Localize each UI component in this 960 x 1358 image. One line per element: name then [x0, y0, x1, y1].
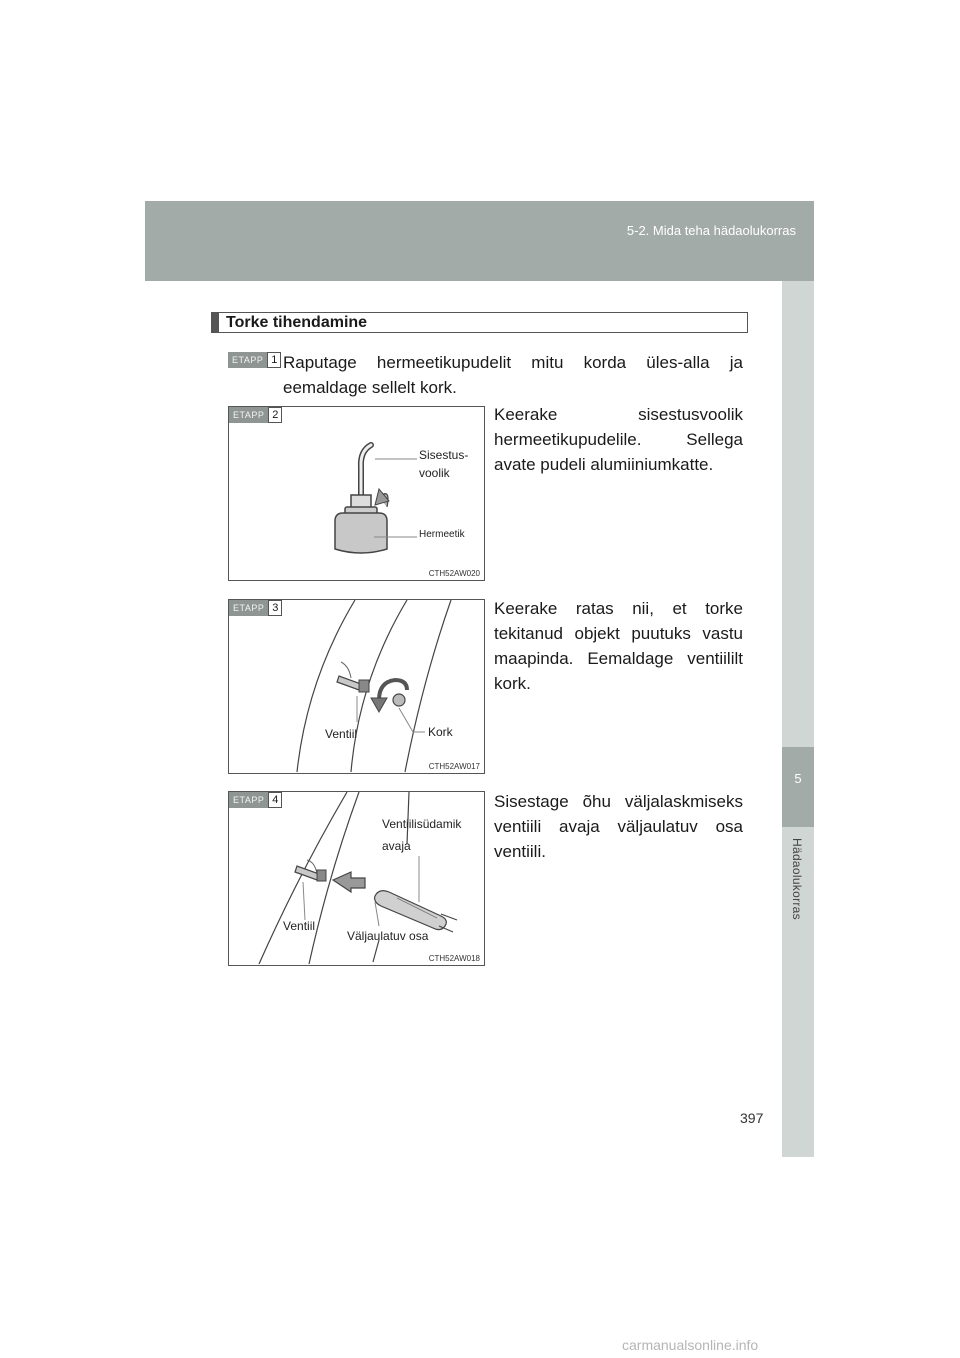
step-4-text: Sisestage õhu väljalaskmiseks ventiili avaja väljaulatuv osa ventiili.: [494, 792, 743, 861]
step-number: 4: [268, 792, 282, 808]
step-2-badge: [229, 407, 282, 423]
label-insert-hose-2: voolik: [419, 466, 450, 480]
step-4-figure: [228, 791, 485, 966]
step-tag: ETAPP: [228, 352, 267, 368]
chapter-number-band: [782, 747, 814, 827]
step-tag: ETAPP: [229, 407, 268, 423]
step-3-text: Keerake ratas nii, et torke tekitanud objekt puutuks vastu maapinda. Eemaldage ventiililt kork.: [494, 599, 743, 693]
step-tag: ETAPP: [229, 792, 268, 808]
chapter-number: 5: [794, 771, 802, 786]
step-3-badge: [229, 600, 282, 616]
figure-code: CTH52AW018: [428, 954, 480, 963]
label-valve-core-tool-2: avaja: [382, 839, 411, 853]
step-tag: ETAPP: [229, 600, 268, 616]
step-1-text: Raputage hermeetikupudelit mitu korda üles-alla ja eemaldage sellelt kork.: [283, 353, 743, 397]
chapter-title: Hädaolukorras: [790, 838, 804, 920]
label-cap: Kork: [428, 725, 453, 739]
figure-code: CTH52AW017: [428, 762, 480, 771]
label-valve-core-tool-1: Ventiilisüdamik: [382, 817, 462, 831]
watermark: carmanualsonline.info: [622, 1337, 759, 1353]
step-2-text: Keerake sisestusvoolik hermeetikupudelile. Sellega avate pudeli alumiiniumkatte.: [494, 405, 743, 474]
header-section-title: 5-2. Mida teha hädaolukorras: [626, 223, 796, 238]
step-number: 1: [267, 352, 281, 368]
page-number: 397: [740, 1110, 764, 1126]
label-protruding-part: Väljaulatuv osa: [347, 929, 429, 943]
side-tab: [782, 281, 814, 1157]
tire-valve-cap-illustration: [229, 600, 486, 775]
label-sealant: Hermeetik: [419, 529, 465, 540]
label-insert-hose-1: Sisestus-: [419, 448, 469, 462]
label-valve: Ventiil: [325, 727, 358, 741]
step-number: 2: [268, 407, 282, 423]
header-band: [145, 201, 814, 281]
step-number: 3: [268, 600, 282, 616]
step-1-badge: [228, 352, 281, 368]
step-4-badge: [229, 792, 282, 808]
figure-code: CTH52AW020: [428, 569, 480, 578]
step-3-figure: [228, 599, 485, 774]
label-valve: Ventiil: [283, 919, 316, 933]
step-2-figure: [228, 406, 485, 581]
section-heading: Torke tihendamine: [211, 312, 748, 333]
sealant-bottle-illustration: [229, 407, 486, 582]
